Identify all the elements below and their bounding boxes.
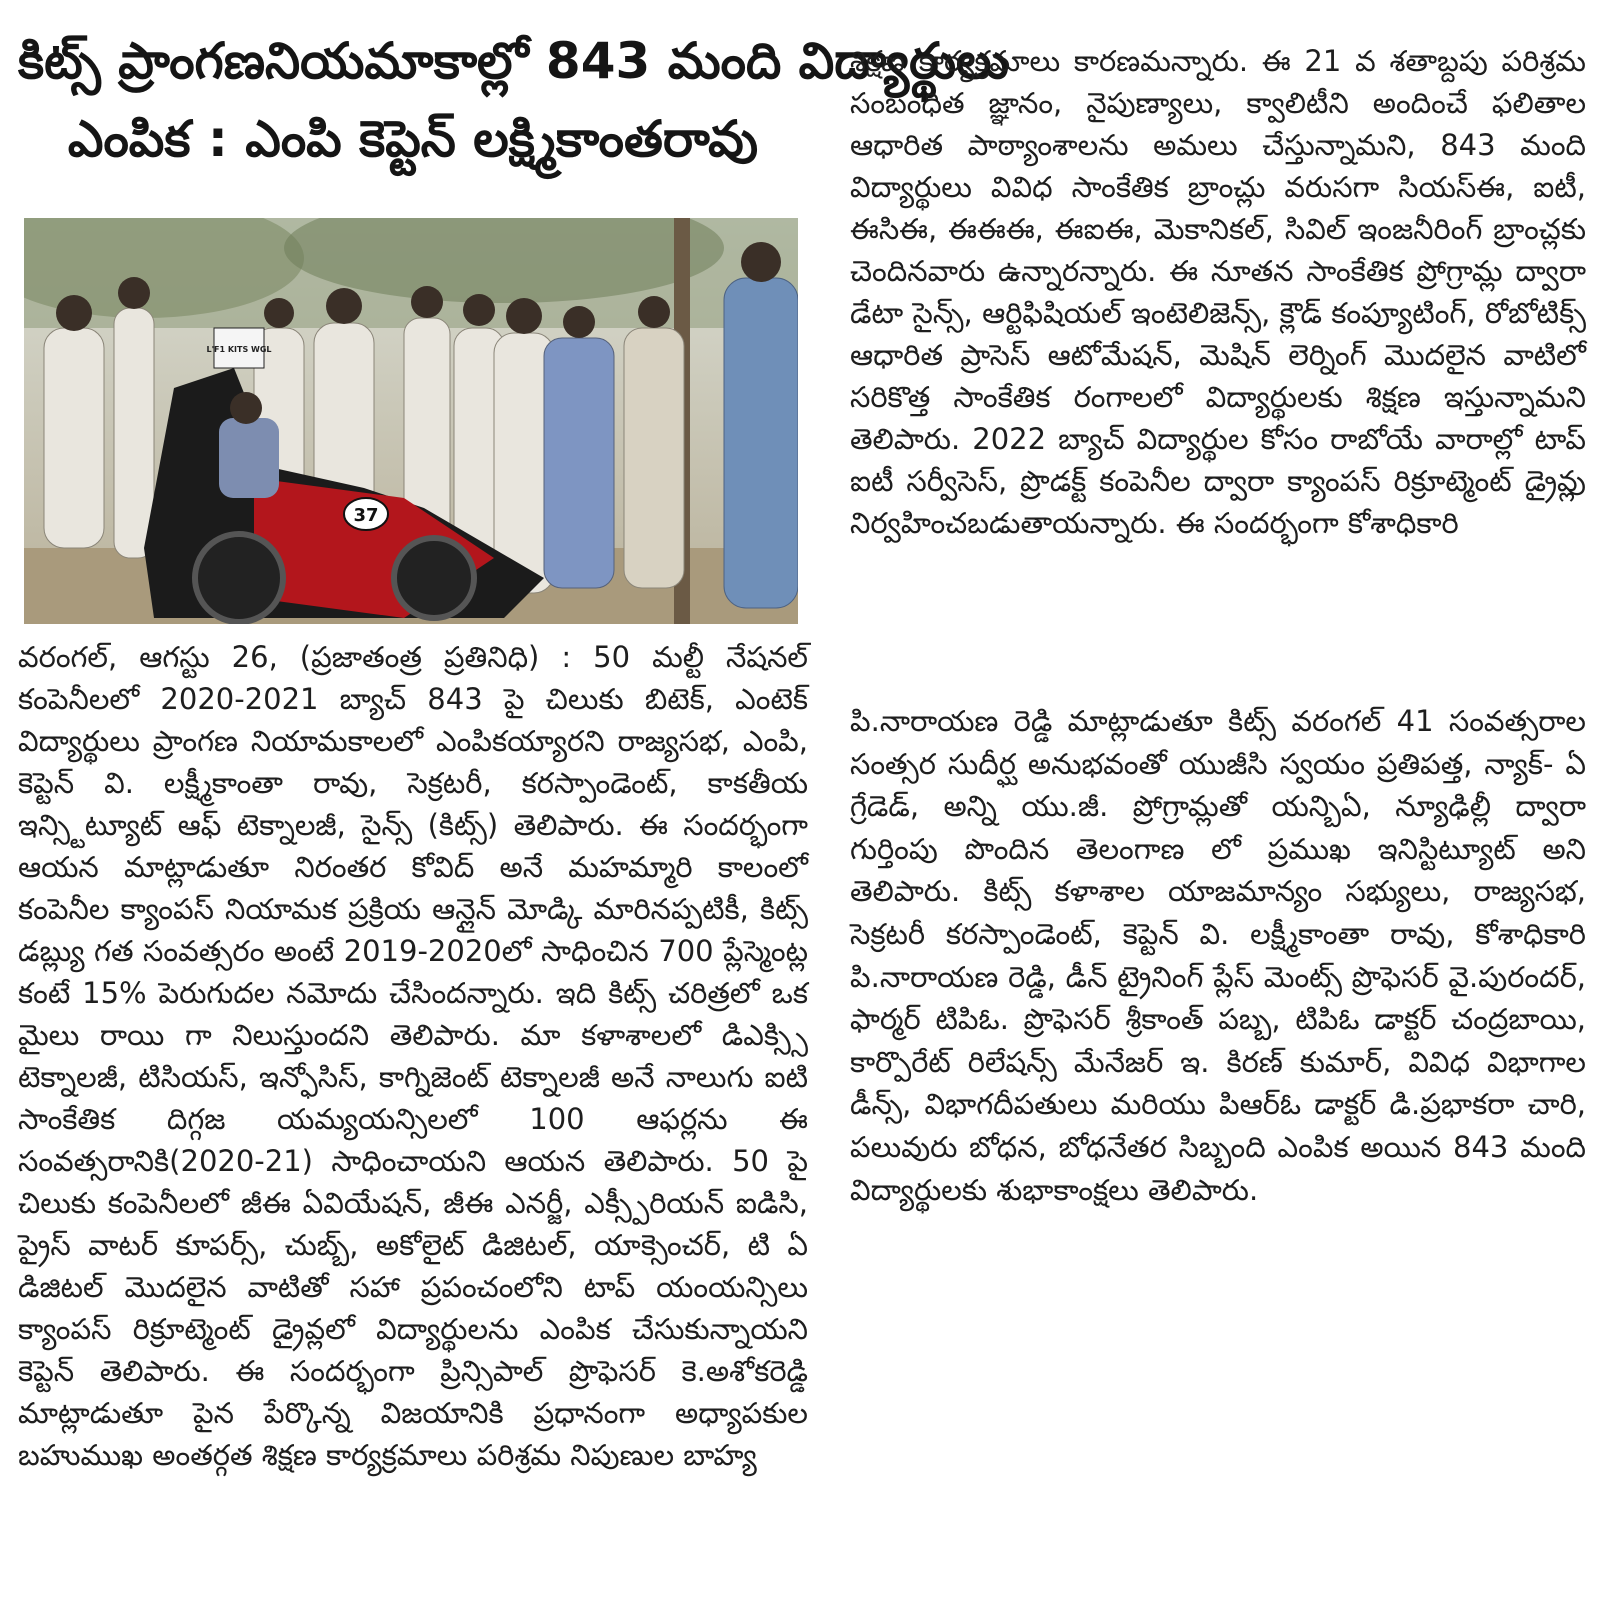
car-badge: L'F1 KITS WGL	[206, 345, 272, 354]
headline-line-2: ఎంపిక : ఎంపి కెప్టెన్ లక్ష్మికాంతరావు	[67, 110, 759, 168]
right-column-top	[850, 40, 1586, 544]
right-column-text-1: శిక్షణ కార్యక్రమాలు కారణమన్నారు. ఈ 21 వ శతాబ్దపు పరిశ్రమ సంబంధిత జ్ఞానం, నైపుణ్యాలు, క్వాలిటీని అందించే ఫలితాల ఆధారిత పాఠ్యాంశాలను అమలు చేస్తున్నామని, 843 మంది విద్యార్థులు వివిధ సాంకేతిక బ్రాంచ్లు వరుసగా సియస్ఈ, ఐటీ, ఈసిఈ, ఈఈఈ, ఈఐఈ, మెకానికల్, సివిల్ ఇంజనీరింగ్ బ్రాంచ్లకు చెందినవారు ఉన్నారన్నారు. ఈ నూతన సాంకేతిక ప్రోగ్రామ్ల ద్వారా డేటా సైన్స్, ఆర్టిఫిషియల్ ఇంటెలిజెన్స్, క్లౌడ్ కంప్యూటింగ్, రోబోటిక్స్ ఆధారిత ప్రాసెస్ ఆటోమేషన్, మెషిన్ లెర్నింగ్ మొదలైన వాటిలో సరికొత్త సాంకేతిక రంగాలలో విద్యార్థులకు శిక్షణ ఇస్తున్నామని తెలిపారు. 2022 బ్యాచ్ విద్యార్థుల కోసం రాబోయే వారాల్లో టాప్ ఐటీ సర్వీసెస్, ప్రొడక్ట్ కంపెనీల ద్వారా క్యాంపస్ రిక్రూట్మెంట్ డ్రైవ్లు నిర్వహించబడుతాయన్నారు. ఈ సందర్భంగా కోశాధికారి	[850, 44, 1586, 540]
headline	[18, 22, 1009, 178]
photo-icon	[24, 218, 798, 624]
right-column-bottom	[850, 700, 1586, 1211]
headline-line-1: కిట్స్ ప్రాంగణనియమాకాల్లో 843 మంది విద్యార్థులు	[18, 32, 1009, 90]
car-number: 37	[353, 505, 379, 526]
news-photo	[24, 218, 798, 624]
right-column-text-2: పి.నారాయణ రెడ్డి మాట్లాడుతూ కిట్స్ వరంగల్ 41 సంవత్సరాల సంత్సర సుదీర్ఘ అనుభవంతో యుజీసి స్వయం ప్రతిపత్త, న్యాక్- ఏ గ్రేడెడ్, అన్ని యు.జీ. ప్రోగ్రామ్లతో యన్బిఏ, న్యూఢిల్లీ ద్వారా గుర్తింపు పొందిన తెలంగాణ లో ప్రముఖ ఇనిస్టిట్యూట్ అని తెలిపారు. కిట్స్ కళాశాల యాజమాన్యం సభ్యులు, రాజ్యసభ, సెక్రటరీ కరస్పాండెంట్, కెప్టెన్ వి. లక్ష్మీకాంతా రావు, కోశాధికారి పి.నారాయణ రెడ్డి, డీన్ ట్రైనింగ్ ప్లేస్ మెంట్స్ ప్రొఫెసర్ వై.పురందర్, ఫార్మర్ టిపిఓ. ప్రొఫెసర్ శ్రీకాంత్ పబ్బ, టిపిఓ డాక్టర్ చంద్రబాయి, కార్పొరేట్ రిలేషన్స్ మేనేజర్ ఇ. కిరణ్ కుమార్, వివిధ విభాగాల డీన్స్, విభాగదీపతులు మరియు పిఆర్ఓ డాక్టర్ డి.ప్రభాకరా చారి, పలువురు బోధన, బోధనేతర సిబ్బంది ఎంపిక అయిన 843 మంది విద్యార్థులకు శుభాకాంక్షలు తెలిపారు.	[850, 704, 1586, 1207]
left-column	[18, 636, 808, 1476]
left-column-text: వరంగల్, ఆగస్టు 26, (ప్రజాతంత్ర ప్రతినిధి) : 50 మల్టీ నేషనల్ కంపెనీలలో 2020-2021 బ్యాచ్ 843 పై చిలుకు బిటెక్, ఎంటెక్ విద్యార్థులు ప్రాంగణ నియామకాలలో ఎంపికయ్యారని రాజ్యసభ, ఎంపి, కెప్టెన్ వి. లక్ష్మీకాంతా రావు, సెక్రటరీ, కరస్పాండెంట్, కాకతీయ ఇన్స్టిట్యూట్ ఆఫ్ టెక్నాలజీ, సైన్స్ (కిట్స్) తెలిపారు. ఈ సందర్భంగా ఆయన మాట్లాడుతూ నిరంతర కోవిద్ అనే మహమ్మారి కాలంలో కంపెనీల క్యాంపస్ నియామక ప్రక్రియ ఆన్లైన్ మోడ్కి మారినప్పటికీ, కిట్స్ డబ్ల్యు గత సంవత్సరం అంటే 2019-2020లో సాధించిన 700 ప్లేస్మెంట్ల కంటే 15% పెరుగుదల నమోదు చేసిందన్నారు. ఇది కిట్స్ చరిత్రలో ఒక మైలు రాయి గా నిలుస్తుందని తెలిపారు. మా కళాశాలలో డిఎక్స్సి టెక్నాలజీ, టిసియస్, ఇన్ఫోసిస్, కాగ్నిజెంట్ టెక్నాలజీ అనే నాలుగు ఐటి సాంకేతిక దిగ్గజ యమ్యయన్సిలలో 100 ఆఫర్లను ఈ సంవత్సరానికి(2020-21) సాధించాయని ఆయన తెలిపారు. 50 పై చిలుకు కంపెనీలలో జీఈ ఏవియేషన్, జీఈ ఎనర్జీ, ఎక్స్పీరియన్ ఐడిసి, ప్రైస్ వాటర్ కూపర్స్, చుబ్బ్, అకోలైట్ డిజిటల్, యాక్సెంచర్, టి ఏ డిజిటల్ మొదలైన వాటితో సహా ప్రపంచంలోని టాప్ యంయన్సిలు క్యాంపస్ రిక్రూట్మెంట్ డ్రైవ్లలో విద్యార్థులను ఎంపిక చేసుకున్నాయని కెప్టెన్ తెలిపారు. ఈ సందర్భంగా ప్రిన్సిపాల్ ప్రొఫెసర్ కె.అశోకరెడ్డి మాట్లాడుతూ పైన పేర్కొన్న విజయానికి ప్రధానంగా అధ్యాపకుల బహుముఖ అంతర్గత శిక్షణ కార్యక్రమాలు పరిశ్రమ నిపుణుల బాహ్య	[18, 640, 808, 1472]
